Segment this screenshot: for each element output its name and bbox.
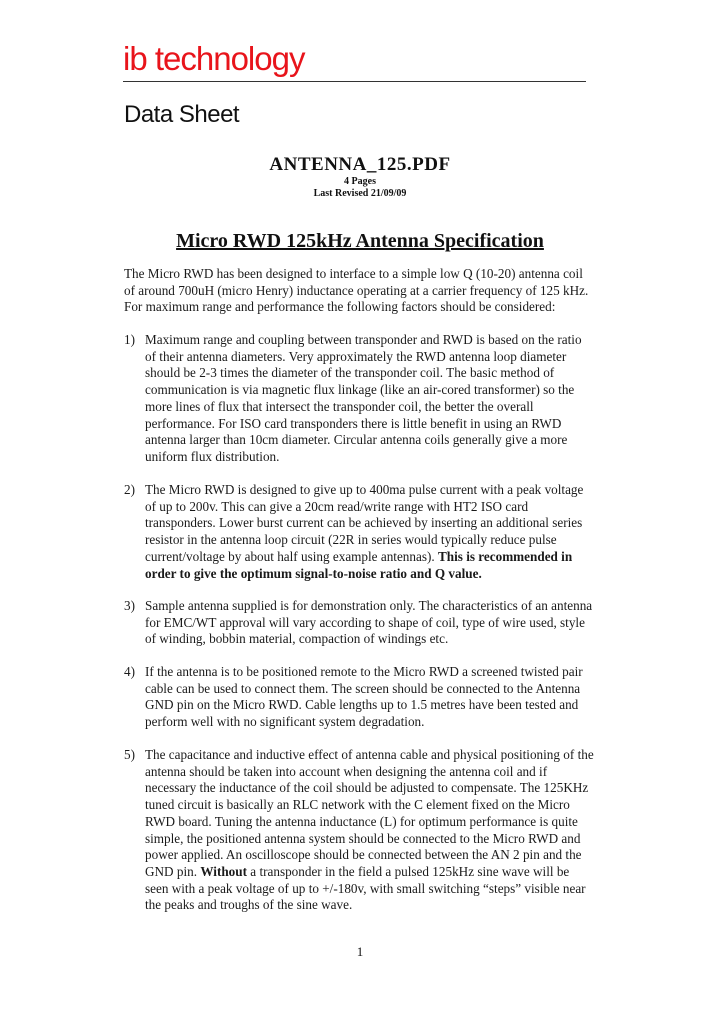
doc-type: Data Sheet <box>124 101 240 128</box>
item-number: 3) <box>124 598 135 613</box>
item-text <box>145 482 594 582</box>
brand-logo: ib technology <box>123 40 305 77</box>
header-rule <box>123 81 586 82</box>
item-emphasis: This is recommended in order to give the optimum signal-to-noise ratio and Q value. <box>145 548 573 581</box>
list-item <box>124 747 594 914</box>
page-number: 1 <box>356 944 364 959</box>
item-text: If the antenna is to be positioned remote to the Micro RWD a screened twisted pair cable can be used to connect them. The screen should be connected to the Antenna GND pin on the Micro RWD. Cable lengths up to 1.5 metres have been tested and perform well with no significant system degradation. <box>145 664 583 730</box>
file-name: ANTENNA_125.PDF <box>269 154 451 175</box>
item-text: Sample antenna supplied is for demonstration only. The characteristics of an antenna for EMC/WT approval will vary according to shape of coil, type of wire used, style of winding, bobbin material, compaction of windings etc. <box>145 598 593 647</box>
item-text: Maximum range and coupling between transponder and RWD is based on the ratio of their antenna diameters. Very approximately the RWD antenna loop diameter should be 2-3 times the diameter of the transponder coil. The basic method of communication is via magnetic flux linkage (like an air-cored transformer) so the more lines of flux that intersect the transponder coil, the better the overall performance. For ISO card transponders there is little benefit in using an RWD antenna larger than 10cm diameter. Circular antenna coils generally give a more uniform flux distribution. <box>145 332 582 464</box>
item-number: 1) <box>124 332 135 347</box>
list-item <box>124 332 594 466</box>
last-revised: Last Revised 21/09/09 <box>313 188 407 199</box>
item-body: The Micro RWD is designed to give up to 400ma pulse current with a peak voltage of up to 200v. This can give a 20cm read/write range with HT2 ISO card transponders. Lower burst current can be achieved by inserting an additional series resistor in the antenna loop circuit (22R in series would typically reduce pulse current/voltage by about half using example antennas). <box>145 482 584 564</box>
page-title: Micro RWD 125kHz Antenna Specification <box>176 230 544 252</box>
item-number: 2) <box>124 482 135 497</box>
item-text <box>145 747 594 914</box>
item-number: 5) <box>124 747 135 762</box>
item-number: 4) <box>124 664 135 679</box>
intro-paragraph: The Micro RWD has been designed to interface to a simple low Q (10-20) antenna coil of around 700uH (micro Henry) inductance operating at a carrier frequency of 125 kHz. For maximum range and performance the following factors should be considered: <box>124 266 589 315</box>
list-item <box>124 664 594 731</box>
file-info <box>0 154 720 200</box>
item-emphasis: Without <box>200 863 247 879</box>
item-body-continued: a transponder in the field a pulsed 125kHz sine wave will be seen with a peak voltage of up to +/-180v, with small switching “steps” visible near the peaks and troughs of the sine wave. <box>145 863 586 913</box>
list-item <box>124 598 594 648</box>
page-count: 4 Pages <box>344 176 376 187</box>
item-body: The capacitance and inductive effect of antenna cable and physical positioning of the antenna should be taken into account when designing the antenna coil and if necessary the inductance of the coil should be adjusted to compensate. The 125KHz tuned circuit is basically an RLC network with the C element fixed on the Micro RWD board. Tuning the antenna inductance (L) for optimum performance is quite simple, the positioned antenna system should be connected to the Micro RWD and power applied. An oscilloscope should be connected between the AN 2 pin and the GND pin. <box>145 747 594 879</box>
list-item <box>124 482 594 582</box>
